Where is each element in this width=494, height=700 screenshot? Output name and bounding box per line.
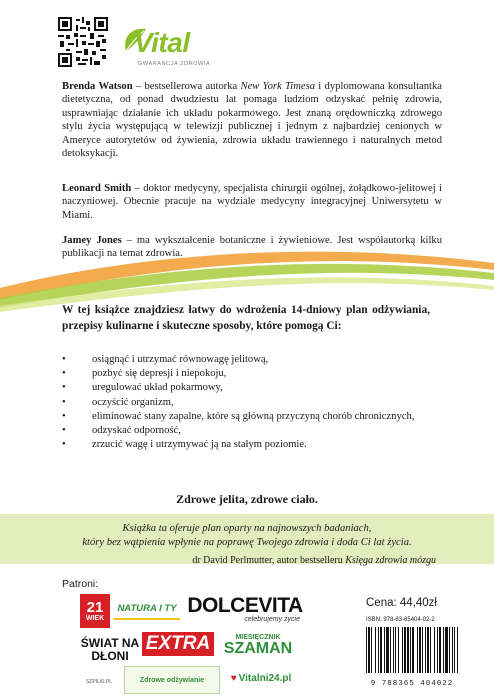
bullet-icon: • (62, 382, 66, 394)
list-item: • uregulować układ pokarmowy, (62, 381, 422, 395)
list-item: • osiągnąć i utrzymać równowagę jelitową, (62, 353, 422, 367)
bio-name: Jamey Jones (62, 235, 122, 246)
bio-jamey-jones: Jamey Jones – ma wykształcenie botaniczne i żywieniowe. Jest współautorką kilku publikacji na temat zdrowia. (62, 235, 442, 260)
bullet-icon: • (62, 396, 66, 408)
logo-wordmark: Vital (134, 27, 190, 58)
barcode (362, 627, 462, 688)
list-item: • zrzucić wagę i utrzymywać ją na stałym poziomie. (62, 438, 422, 452)
list-item: • odzyskać odporność, (62, 424, 422, 438)
barcode-digits: 9 788365 404022 (370, 680, 454, 688)
price: Cena: 44,40zł (366, 597, 437, 609)
bio-brenda-watson: Brenda Watson – bestsellerowa autorka New York Timesa i dyplomowana konsultantka dietetyczna, od ponad dwudziestu lat pomaga ludziom odzyskać pełnię zdrowia, usprawniając działanie ich układu pokarmowego. Jest znaną orędowniczką zdrowego stylu życia występującą w telewizji publicznej i jednym z najbardziej cenionych w Ameryce autorytetów od żywienia, zdrowia układu trawiennego i naturalnych metod detoksykacji. (62, 81, 443, 160)
bullet-icon: • (62, 354, 66, 365)
list-item: • eliminować stany zapalne, które są główną przyczyną chorób chronicznych, (62, 410, 422, 424)
patron-logo-swiat-na-dloni: ŚWIAT NA DŁONI (80, 635, 140, 663)
patrons-label: Patroni: (62, 578, 99, 590)
quote-text: Książka ta oferuje plan oparty na najnowszych badaniach, który bez wątpienia wpłynie na poprawę Twojego zdrowia i doda Ci lat życia. (82, 523, 412, 548)
bio-leonard-smith: Leonard Smith – doktor medycyny, specjalista chirurgii ogólnej, żołądkowo-jelitowej i naczyniowej. Obecnie pracuje na wydziale medycyny integracyjnej Uniwersytetu w Miami. (62, 183, 442, 221)
heart-icon: ♥ (230, 672, 237, 684)
patron-logo-szaman: MIESIĘCZNIK SZAMAN (223, 633, 293, 657)
list-item: • oczyścić organizm, (62, 396, 422, 410)
patron-logo-dolcevita: DOLCEVITA celebrujemy życie (187, 594, 303, 623)
patron-logo-zdrowe-odzywianie: Zdrowe odżywianie (124, 666, 220, 694)
book-intro: W tej książce znajdziesz łatwy do wdrożenia 14-dniowy plan odżywiania, przepisy kulinarne i skuteczne sposoby, które pomogą Ci: (62, 304, 430, 332)
list-item: • pozbyć się depresji i niepokoju, (62, 367, 422, 381)
bio-name: Brenda Watson (62, 81, 133, 92)
benefits-list (62, 353, 422, 452)
motto: Zdrowe jelita, zdrowe ciało. (176, 492, 318, 506)
barcode-bars (362, 627, 462, 675)
bullet-icon: • (62, 410, 66, 422)
patron-logo-21-wiek: 21 WIEK (80, 594, 110, 628)
patron-logo-vitalni24: ♥ Vitalni24.pl (230, 672, 292, 684)
bullet-icon: • (62, 425, 66, 437)
bio-em: New York Timesa (240, 81, 316, 92)
isbn: ISBN: 978-83-65404-02-2 (366, 617, 435, 623)
patron-logo-extra: EXTRA (142, 632, 214, 656)
bio-name: Leonard Smith (62, 183, 132, 194)
bullet-icon: • (62, 439, 66, 451)
vital-logo (120, 25, 211, 77)
qr-code (58, 17, 108, 67)
quote-author: dr David Perlmutter, autor bestselleru Księga zdrowia mózgu (192, 555, 436, 566)
patron-logo-portal: SZPILKI.PL (85, 679, 113, 685)
patron-logo-natura-i-ty: NATURA I TY (114, 598, 180, 620)
bullet-icon: • (62, 368, 66, 380)
logo-tagline: GWARANCJA ZDROWIA (138, 61, 211, 67)
